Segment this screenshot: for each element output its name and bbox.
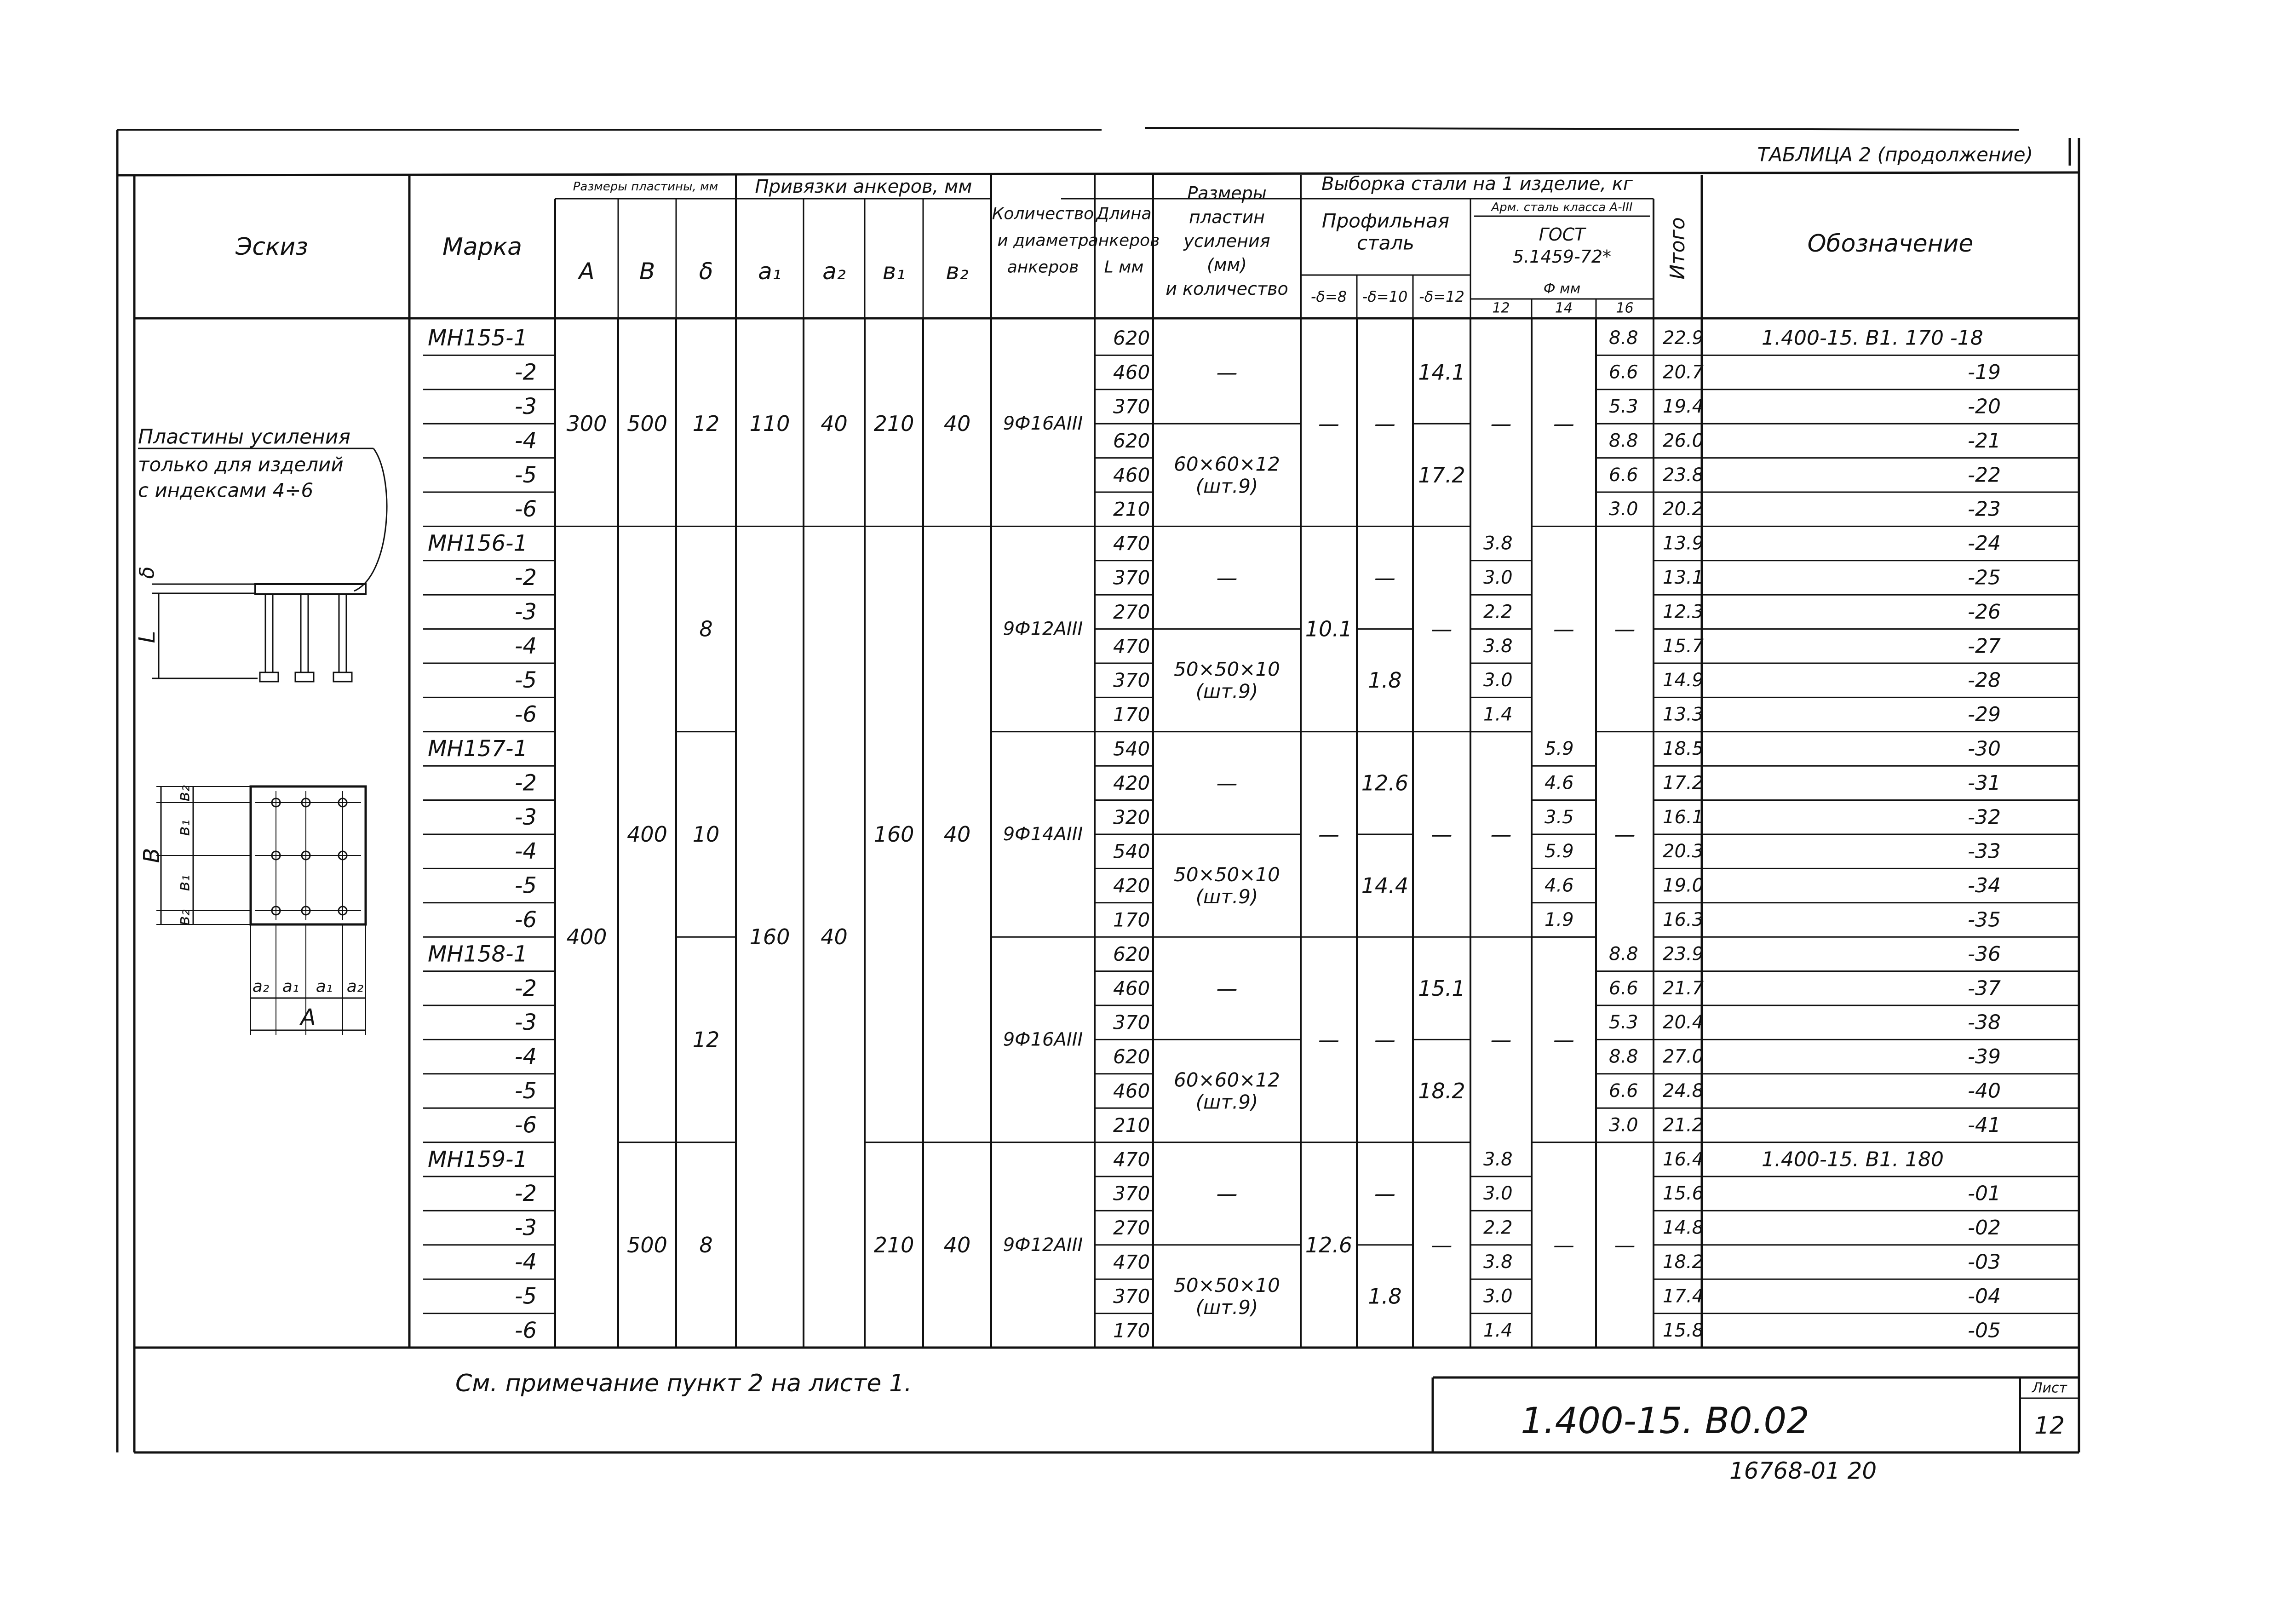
mark-cell: -2	[515, 359, 537, 385]
header-anchor-length: Длина	[1096, 204, 1152, 224]
a1-value-cell: 110	[749, 411, 790, 436]
total-cell: 20.2	[1663, 499, 1704, 520]
mark-cell: -4	[515, 1044, 537, 1070]
header-phi-mm: Ф мм	[1543, 281, 1581, 297]
rebar-r12-cell: 1.4	[1483, 704, 1513, 725]
header-reinforcement-plates: усиления	[1183, 231, 1270, 251]
header-delta: δ	[699, 258, 713, 285]
total-cell: 16.3	[1663, 909, 1704, 930]
qty-value-cell: 9Ф12АIII	[1003, 618, 1083, 640]
total-cell: 20.3	[1663, 841, 1704, 862]
rebar-r12-cell: 2.2	[1483, 1217, 1513, 1239]
header-sketch: Эскиз	[235, 233, 308, 261]
d10-value-cell: —	[1374, 1181, 1395, 1206]
designation-cell: -25	[1968, 566, 2001, 590]
rebar-r12-cell: 2.2	[1483, 601, 1513, 623]
d10-value-cell: 12.6	[1361, 770, 1409, 796]
mark-cell: -3	[515, 599, 537, 625]
header-reinforcement-plates: и количество	[1166, 279, 1288, 299]
plate-quantity-cell: (шт.9)	[1195, 885, 1258, 908]
header-profile-steel: Профильная	[1321, 209, 1450, 232]
designation-cell: -30	[1968, 737, 2001, 761]
mark-cell: -6	[515, 496, 537, 522]
a2-value-cell: 40	[821, 411, 848, 436]
rebar-r14-cell: 4.6	[1545, 772, 1574, 794]
sketch-drawing	[134, 425, 387, 1035]
anchor-head	[260, 672, 278, 682]
anchor-length-cell: 270	[1113, 1217, 1150, 1240]
delta-value-cell: 12	[692, 411, 720, 436]
qty-value-cell: 9Ф16АIII	[1003, 413, 1083, 435]
header-phi14: 14	[1555, 300, 1573, 316]
designation-cell: -38	[1968, 1010, 2001, 1034]
header-reinforcement-plates: пластин	[1189, 207, 1265, 227]
mark-cell: -2	[515, 565, 537, 591]
header-reinforcement-plates: (мм)	[1207, 255, 1247, 275]
plate-quantity-cell: (шт.9)	[1195, 1296, 1258, 1319]
anchor-length-cell: 420	[1113, 874, 1150, 897]
plate-dimension-cell: —	[1216, 360, 1238, 385]
delta-value-cell: 8	[699, 616, 713, 642]
total-cell: 14.8	[1663, 1217, 1704, 1239]
mark-cell: -2	[515, 770, 537, 796]
a2-value-cell: 40	[821, 924, 848, 950]
plate-dimension-cell: —	[1216, 565, 1238, 590]
sketch-note-line2: только для изделий	[138, 453, 344, 476]
header-gost: 5.1459-72*	[1512, 247, 1612, 267]
rebar-r12-cell: 3.8	[1483, 533, 1513, 554]
sketch-note-line3: с индексами 4÷6	[138, 479, 314, 502]
total-cell: 16.1	[1663, 806, 1704, 828]
designation-cell: -32	[1968, 805, 2001, 829]
header-designation: Обозначение	[1807, 230, 1974, 258]
anchor-length-cell: 460	[1113, 464, 1150, 487]
sketch-b2-label: в₂	[174, 785, 194, 802]
b1-value-cell: 210	[873, 1232, 914, 1257]
d12-value-cell: 15.1	[1418, 976, 1465, 1001]
designation-cell: -04	[1968, 1284, 2001, 1308]
delta-value-cell: 12	[692, 1027, 720, 1052]
header-a2: а₂	[822, 258, 846, 285]
d12-value-cell: —	[1431, 1232, 1453, 1257]
rebar-r12-cell: 3.8	[1483, 635, 1513, 657]
sketch-a2-label: а₂	[252, 977, 270, 996]
mark-cell: -2	[515, 975, 537, 1001]
total-cell: 13.3	[1663, 704, 1704, 725]
designation-cell: -03	[1968, 1250, 2001, 1274]
r16-value-cell: —	[1614, 822, 1636, 847]
b1-value-cell: 210	[873, 411, 914, 436]
anchor-bar	[265, 594, 273, 672]
mark-cell: -5	[515, 1283, 537, 1309]
sheet-label: Лист	[2032, 1380, 2067, 1396]
total-cell: 26.0	[1663, 430, 1704, 452]
designation-cell: -05	[1968, 1319, 2001, 1343]
sketch-a1-label: а₁	[282, 977, 299, 996]
anchor-length-cell: 320	[1113, 806, 1150, 829]
designation-cell: -40	[1968, 1079, 2001, 1103]
anchor-length-cell: 540	[1113, 737, 1150, 760]
header-anchor-qty: и диаметр	[997, 231, 1089, 250]
r16-value-cell: —	[1614, 1232, 1636, 1257]
a1-value-cell: 160	[749, 924, 790, 950]
anchor-length-cell: 470	[1113, 1251, 1150, 1274]
anchor-length-cell: 620	[1113, 429, 1150, 452]
anchor-length-cell: 370	[1113, 1182, 1150, 1205]
sketch-a2-label-2: а₂	[346, 977, 364, 996]
anchor-length-cell: 620	[1113, 327, 1150, 350]
total-cell: 18.5	[1663, 738, 1704, 759]
d8-value-cell: 12.6	[1305, 1232, 1353, 1257]
anchor-length-cell: 460	[1113, 977, 1150, 1000]
header-mark: Марка	[442, 233, 523, 261]
note-leader-line	[354, 448, 387, 591]
archive-number: 16768-01 20	[1729, 1458, 1877, 1484]
header-phi12: 12	[1492, 300, 1510, 316]
anchor-length-cell: 210	[1113, 1113, 1150, 1136]
plate-dimension-cell: 50×50×10	[1174, 1274, 1280, 1297]
total-cell: 15.7	[1663, 635, 1704, 657]
rebar-r12-cell: 3.0	[1483, 670, 1513, 691]
total-cell: 15.6	[1663, 1183, 1704, 1205]
total-cell: 24.8	[1663, 1080, 1704, 1102]
delta-value-cell: 8	[699, 1232, 713, 1257]
total-cell: 15.8	[1663, 1320, 1704, 1341]
b2-value-cell: 40	[943, 411, 971, 436]
plate-dimension-cell: 60×60×12	[1174, 1068, 1280, 1091]
footer-note: См. примечание пункт 2 на листе 1.	[455, 1370, 912, 1397]
rebar-r14-cell: 5.9	[1545, 841, 1574, 862]
header-steel-sample: Выборка стали на 1 изделие, кг	[1321, 173, 1633, 195]
anchor-head	[295, 672, 314, 682]
anchor-bar	[301, 594, 308, 672]
sketch-delta-label: δ	[135, 566, 159, 579]
rebar-r14-cell: 3.5	[1545, 806, 1574, 828]
anchor-length-cell: 210	[1113, 498, 1150, 521]
delta-value-cell: 10	[692, 822, 720, 847]
anchor-head	[333, 672, 352, 682]
total-cell: 14.9	[1663, 670, 1704, 691]
anchor-length-cell: 370	[1113, 566, 1150, 589]
header-plate-sizes: Размеры пластины, мм	[573, 180, 718, 194]
mark-cell: -6	[515, 1112, 537, 1138]
designation-cell: -21	[1968, 429, 2001, 453]
designation-cell: -41	[1968, 1113, 2001, 1137]
d8-value-cell: 10.1	[1305, 616, 1353, 642]
mark-cell: -6	[515, 907, 537, 933]
r16-value-cell: —	[1614, 616, 1636, 642]
A-value-cell: 300	[566, 411, 607, 436]
mark-cell: -3	[515, 1010, 537, 1036]
designation-cell: -24	[1968, 532, 2001, 556]
rebar-r12-cell: 1.4	[1483, 1320, 1513, 1341]
total-cell: 27.0	[1663, 1046, 1704, 1067]
designation-cell: -35	[1968, 908, 2001, 932]
designation-cell: -34	[1968, 874, 2001, 898]
b2-value-cell: 40	[943, 1232, 971, 1257]
rebar-r12-cell: 3.0	[1483, 567, 1513, 588]
d12-value-cell: 17.2	[1418, 462, 1465, 488]
total-cell: 12.3	[1663, 601, 1704, 623]
document-code: 1.400-15. В0.02	[1521, 1400, 1809, 1442]
d12-value-cell: —	[1431, 616, 1453, 642]
rebar-r12-cell: 3.0	[1483, 1183, 1513, 1205]
anchor-bar	[339, 594, 346, 672]
d10-value-cell: —	[1374, 1027, 1395, 1052]
designation-cell: -28	[1968, 668, 2001, 692]
r14-value-cell: —	[1553, 1232, 1574, 1257]
plate-dimension-cell: —	[1216, 976, 1238, 1001]
total-cell: 13.9	[1663, 533, 1704, 554]
mark-cell: -2	[515, 1181, 537, 1207]
sketch-a1-label-2: а₁	[316, 977, 333, 996]
plate-dimension-cell: 60×60×12	[1174, 453, 1280, 476]
header-anchor-length: L мм	[1104, 258, 1144, 277]
mark-cell: МН158-1	[428, 941, 528, 967]
rule-line	[1145, 128, 2019, 130]
anchor-length-cell: 470	[1113, 532, 1150, 555]
rebar-r16-cell: 3.0	[1609, 499, 1638, 520]
total-cell: 21.7	[1663, 977, 1704, 999]
rebar-r14-cell: 4.6	[1545, 875, 1574, 896]
B-value-cell: 400	[627, 822, 667, 847]
d10-value-cell: 1.8	[1368, 668, 1402, 693]
header-B: В	[639, 258, 655, 285]
designation-cell: -22	[1968, 463, 2001, 487]
header-anchor-length: анкеров	[1088, 231, 1160, 250]
header-d10: -δ=10	[1362, 288, 1408, 305]
total-cell: 23.8	[1663, 464, 1704, 486]
b1-value-cell: 160	[873, 822, 914, 847]
designation-cell: -33	[1968, 839, 2001, 863]
anchor-length-cell: 370	[1113, 395, 1150, 418]
mark-cell: МН159-1	[428, 1146, 528, 1172]
d12-value-cell: —	[1431, 822, 1453, 847]
designation-cell: -02	[1968, 1216, 2001, 1240]
designation-cell: -19	[1968, 361, 2001, 384]
header-anchor-qty: Количество	[992, 204, 1094, 224]
designation-cell: -27	[1968, 634, 2001, 658]
anchor-length-cell: 170	[1113, 703, 1150, 726]
mark-cell: -4	[515, 428, 537, 454]
header-total: Итого	[1666, 217, 1689, 280]
sketch-L-label: L	[134, 631, 160, 643]
r14-value-cell: —	[1553, 1027, 1574, 1052]
rule-line	[117, 172, 2079, 175]
header-rebar-class: Арм. сталь класса А-III	[1491, 201, 1633, 214]
r12-value-cell: —	[1490, 411, 1512, 436]
mark-cell: МН156-1	[428, 530, 528, 557]
rebar-r14-cell: 1.9	[1545, 909, 1574, 930]
mark-cell: -4	[515, 633, 537, 659]
rebar-r16-cell: 5.3	[1609, 1012, 1638, 1033]
table-caption: ТАБЛИЦА 2 (продолжение)	[1757, 143, 2033, 166]
header-d8: -δ=8	[1310, 288, 1347, 305]
total-cell: 20.7	[1663, 362, 1704, 383]
mark-cell: -5	[515, 667, 537, 694]
anchor-length-cell: 370	[1113, 1011, 1150, 1034]
header-d12: -δ=12	[1419, 288, 1464, 305]
mark-cell: -6	[515, 1317, 537, 1343]
rebar-r16-cell: 6.6	[1609, 464, 1638, 486]
rebar-r16-cell: 3.0	[1609, 1114, 1638, 1136]
total-cell: 19.4	[1663, 396, 1704, 417]
d10-value-cell: —	[1374, 565, 1395, 590]
d8-value-cell: —	[1318, 1027, 1339, 1052]
rebar-r12-cell: 3.0	[1483, 1285, 1513, 1307]
mark-cell: -3	[515, 394, 537, 419]
plate-side-view	[255, 584, 366, 594]
header-b2: в₂	[946, 258, 969, 285]
d10-value-cell: —	[1374, 411, 1395, 436]
anchor-length-cell: 460	[1113, 361, 1150, 384]
table-text	[235, 143, 2067, 1485]
mark-cell: МН155-1	[428, 325, 528, 351]
plate-dimension-cell: —	[1216, 770, 1238, 796]
r12-value-cell: —	[1490, 822, 1512, 847]
anchor-length-cell: 460	[1113, 1079, 1150, 1102]
mark-cell: МН157-1	[428, 736, 528, 762]
r14-value-cell: —	[1553, 411, 1574, 436]
B-value-cell: 500	[627, 1232, 667, 1257]
d10-value-cell: 1.8	[1368, 1284, 1402, 1309]
designation-cell: -39	[1968, 1045, 2001, 1069]
header-profile-steel: сталь	[1357, 231, 1414, 254]
sheet-number: 12	[2034, 1412, 2065, 1440]
plate-dimension-cell: 50×50×10	[1174, 863, 1280, 886]
rebar-r16-cell: 6.6	[1609, 1080, 1638, 1102]
plate-dimension-cell: —	[1216, 1181, 1238, 1206]
rebar-r16-cell: 6.6	[1609, 977, 1638, 999]
rebar-r16-cell: 6.6	[1609, 362, 1638, 383]
plate-quantity-cell: (шт.9)	[1195, 680, 1258, 703]
sketch-b1-label: в₁	[174, 820, 194, 836]
rebar-r12-cell: 3.8	[1483, 1148, 1513, 1170]
header-anchor-bindings: Привязки анкеров, мм	[755, 176, 972, 197]
designation-cell: -23	[1968, 497, 2001, 521]
mark-cell: -3	[515, 1215, 537, 1241]
designation-cell: -20	[1968, 395, 2001, 419]
mark-cell: -3	[515, 804, 537, 830]
total-cell: 20.4	[1663, 1012, 1704, 1033]
header-A: А	[579, 258, 595, 285]
designation-cell: -01	[1968, 1182, 2001, 1205]
designation-cell: -31	[1968, 771, 2001, 795]
mark-cell: -4	[515, 1249, 537, 1275]
anchor-length-cell: 620	[1113, 1045, 1150, 1068]
anchor-length-cell: 420	[1113, 771, 1150, 794]
sketch-A-label: А	[300, 1004, 316, 1030]
anchor-length-cell: 620	[1113, 942, 1150, 965]
header-phi16: 16	[1616, 300, 1634, 316]
rebar-r16-cell: 8.8	[1609, 943, 1638, 965]
mark-cell: -5	[515, 462, 537, 488]
rebar-r16-cell: 5.3	[1609, 396, 1638, 417]
sketch-note-line1: Пластины усиления	[138, 425, 350, 449]
header-anchor-qty: анкеров	[1007, 258, 1079, 277]
anchor-length-cell: 470	[1113, 635, 1150, 658]
sketch-b2-label-2: в₂	[174, 909, 194, 926]
A-value-cell: 400	[566, 924, 607, 950]
header-b1: в₁	[882, 258, 906, 285]
mark-cell: -5	[515, 872, 537, 899]
mark-cell: -5	[515, 1078, 537, 1104]
total-cell: 16.4	[1663, 1148, 1704, 1170]
total-cell: 17.4	[1663, 1285, 1704, 1307]
designation-cell: 1.400-15. В1. 170 -18	[1762, 326, 1983, 350]
r12-value-cell: —	[1490, 1027, 1512, 1052]
anchor-length-cell: 370	[1113, 669, 1150, 692]
sketch-b1-label-2: в₁	[174, 875, 194, 891]
total-cell: 21.2	[1663, 1114, 1704, 1136]
anchor-length-cell: 270	[1113, 600, 1150, 623]
total-cell: 17.2	[1663, 772, 1704, 794]
qty-value-cell: 9Ф14АIII	[1003, 824, 1083, 845]
total-cell: 22.9	[1663, 327, 1704, 349]
designation-cell: -26	[1968, 600, 2001, 624]
rebar-r14-cell: 5.9	[1545, 738, 1574, 759]
rebar-r12-cell: 3.8	[1483, 1251, 1513, 1273]
anchor-length-cell: 170	[1113, 908, 1150, 931]
r14-value-cell: —	[1553, 616, 1574, 642]
designation-cell: 1.400-15. В1. 180	[1762, 1148, 1944, 1171]
d8-value-cell: —	[1318, 822, 1339, 847]
sketch-B-label: В	[139, 848, 165, 863]
designation-cell: -37	[1968, 976, 2001, 1000]
plate-quantity-cell: (шт.9)	[1195, 475, 1258, 498]
plate-quantity-cell: (шт.9)	[1195, 1090, 1258, 1113]
d8-value-cell: —	[1318, 411, 1339, 436]
d12-value-cell: 14.1	[1418, 360, 1465, 385]
mark-cell: -4	[515, 838, 537, 865]
total-cell: 18.2	[1663, 1251, 1704, 1273]
total-cell: 23.9	[1663, 943, 1704, 965]
d10-value-cell: 14.4	[1361, 873, 1409, 898]
header-gost: ГОСТ	[1539, 224, 1585, 245]
header-a1: а₁	[758, 258, 781, 285]
designation-cell: -29	[1968, 703, 2001, 727]
b2-value-cell: 40	[943, 822, 971, 847]
header-reinforcement-plates: Размеры	[1187, 183, 1267, 203]
anchor-length-cell: 370	[1113, 1285, 1150, 1308]
mark-cell: -6	[515, 701, 537, 728]
designation-cell: -36	[1968, 942, 2001, 966]
qty-value-cell: 9Ф12АIII	[1003, 1234, 1083, 1256]
rebar-r16-cell: 8.8	[1609, 327, 1638, 349]
rebar-r16-cell: 8.8	[1609, 430, 1638, 452]
anchor-length-cell: 540	[1113, 840, 1150, 863]
plate-dimension-cell: 50×50×10	[1174, 658, 1280, 681]
total-cell: 13.1	[1663, 567, 1704, 588]
rebar-r16-cell: 8.8	[1609, 1046, 1638, 1067]
d12-value-cell: 18.2	[1418, 1079, 1465, 1103]
anchor-length-cell: 170	[1113, 1319, 1150, 1342]
B-value-cell: 500	[627, 411, 667, 436]
qty-value-cell: 9Ф16АIII	[1003, 1029, 1083, 1050]
anchor-length-cell: 470	[1113, 1148, 1150, 1171]
total-cell: 19.0	[1663, 875, 1704, 896]
